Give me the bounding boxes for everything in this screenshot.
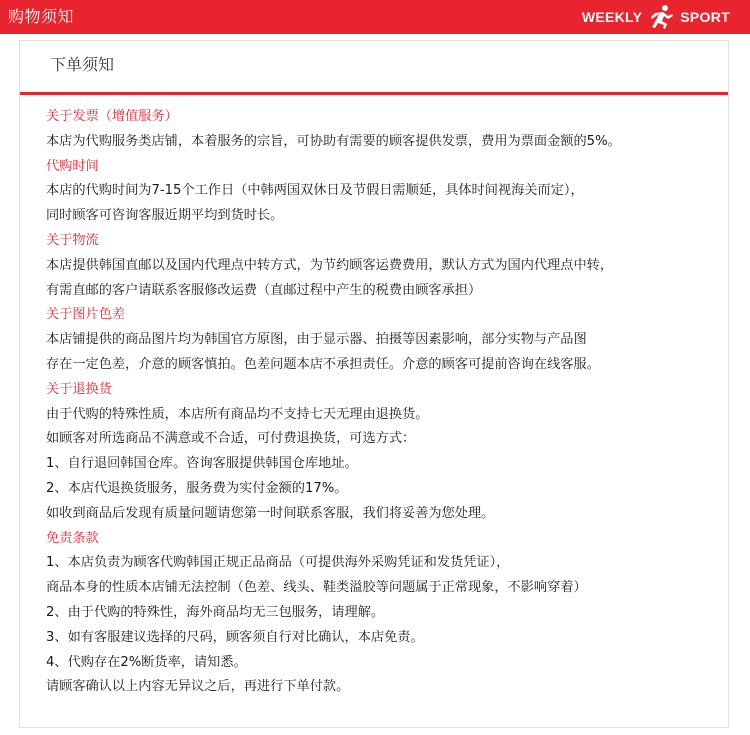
brand-name-right: SPORT bbox=[680, 9, 730, 25]
notice-line: 3、如有客服建议选择的尺码，顾客须自行对比确认，本店免责。 bbox=[46, 629, 424, 645]
notice-line: 如收到商品后发现有质量问题请您第一时间联系客服，我们将妥善为您处理。 bbox=[46, 505, 495, 521]
notice-content bbox=[46, 105, 722, 700]
brand-name-left: WEEKLY bbox=[581, 9, 643, 25]
section-heading: 关于发票（增值服务） bbox=[46, 109, 178, 124]
notice-line: 本店提供韩国直邮以及国内代理点中转方式，为节约顾客运费费用，默认方式为国内代理点中转， bbox=[46, 257, 614, 273]
runner-icon bbox=[646, 4, 676, 30]
notice-line: 1、本店负责为顾客代购韩国正规正品商品（可提供海外采购凭证和发货凭证）， bbox=[46, 555, 510, 571]
section-heading: 关于退换货 bbox=[46, 381, 112, 397]
notice-line: 请顾客确认以上内容无异议之后，再进行下单付款。 bbox=[46, 679, 350, 695]
panel-title: 下单须知 bbox=[50, 55, 115, 74]
page-title: 购物须知 bbox=[8, 7, 75, 26]
top-bar bbox=[0, 0, 750, 34]
notice-line: 存在一定色差，介意的顾客慎拍。色差问题本店不承担责任。介意的顾客可提前咨询在线客服。 bbox=[46, 356, 600, 372]
notice-line: 4、代购存在2%断货率，请知悉。 bbox=[46, 654, 247, 670]
section-heading: 关于物流 bbox=[46, 232, 99, 248]
section-heading: 免责条款 bbox=[46, 530, 99, 546]
notice-line: 1、自行退回韩国仓库。咨询客服提供韩国仓库地址。 bbox=[46, 456, 358, 472]
notice-line: 本店的代购时间为7-15个工作日（中韩两国双休日及节假日需顺延，具体时间视海关而定）， bbox=[46, 183, 584, 199]
panel-header bbox=[20, 41, 728, 91]
notice-line: 有需直邮的客户请联系客服修改运费（直邮过程中产生的税费由顾客承担） bbox=[46, 282, 482, 298]
notice-line: 本店铺提供的商品图片均为韩国官方原图，由于显示器、拍摄等因素影响，部分实物与产品图 bbox=[46, 332, 587, 348]
notice-line: 同时顾客可咨询客服近期平均到货时长。 bbox=[46, 208, 284, 224]
notice-line: 本店为代购服务类店铺，本着服务的宗旨，可协助有需要的顾客提供发票，费用为票面金额的5%。 bbox=[46, 133, 621, 149]
section-heading: 关于图片色差 bbox=[46, 307, 126, 323]
notice-panel bbox=[19, 40, 729, 728]
brand-logo bbox=[582, 4, 730, 30]
notice-line: 2、由于代购的特殊性，海外商品均无三包服务，请理解。 bbox=[46, 604, 385, 620]
panel-divider bbox=[20, 92, 728, 95]
notice-line: 由于代购的特殊性质，本店所有商品均不支持七天无理由退换货。 bbox=[46, 406, 429, 422]
notice-line: 商品本身的性质本店铺无法控制（色差、线头、鞋类溢胶等问题属于正常现象，不影响穿着） bbox=[46, 580, 587, 596]
section-heading: 代购时间 bbox=[46, 158, 99, 174]
notice-line: 如顾客对所选商品不满意或不合适，可付费退换货，可选方式： bbox=[46, 431, 416, 447]
notice-line: 2、本店代退换货服务，服务费为实付金额的17%。 bbox=[46, 480, 348, 496]
